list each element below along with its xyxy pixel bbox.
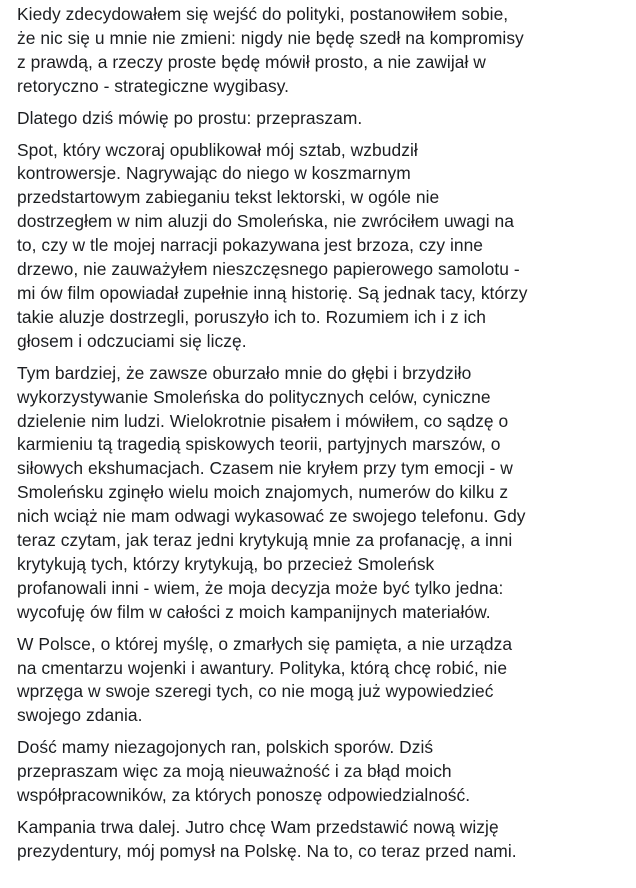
text-line: drzewo, nie zauważyłem nieszczęsnego papierowego samolotu - xyxy=(17,259,520,280)
paragraph xyxy=(17,736,636,808)
text-line: Spot, który wczoraj opublikował mój sztab, wzbudził xyxy=(17,139,418,160)
text-line: że nic się u mnie nie zmieni: nigdy nie będę szedł na kompromisy xyxy=(17,27,524,48)
text-line: wykorzystywanie Smoleńska do politycznych celów, cyniczne xyxy=(17,386,491,407)
text-line: przedstartowym zabieganiu tekst lektorski, w ogóle nie xyxy=(17,187,440,208)
text-line: wycofuję ów film w całości z moich kampanijnych materiałów. xyxy=(17,601,491,622)
text-line: siłowych ekshumacjach. Czasem nie kryłem przy tym emocji - w xyxy=(17,458,513,479)
text-line: krytykują tych, którzy krytykują, bo przecież Smoleńsk xyxy=(17,553,435,574)
text-line: prezydentury, mój pomysł na Polskę. Na to, co teraz przed nami. xyxy=(17,840,517,861)
text-line: współpracowników, za których ponoszę odpowiedzialność. xyxy=(17,785,471,806)
text-line: Kampania trwa dalej. Jutro chcę Wam przedstawić nową wizję xyxy=(17,817,499,837)
text-line: profanowali inni - wiem, że moja decyzja może być tylko jedna: xyxy=(17,577,504,598)
text-line: W Polsce, o której myślę, o zmarłych się pamięta, a nie urządza xyxy=(17,633,513,654)
text-line: głosem i odczuciami się liczę. xyxy=(17,330,247,351)
text-line: nich wciąż nie mam odwagi wykasować ze swojego telefonu. Gdy xyxy=(17,506,526,527)
text-line: na cmentarzu wojenki i awantury. Polityka, którą chcę robić, nie xyxy=(17,657,508,678)
paragraph xyxy=(17,3,636,99)
text-line: to, czy w tle mojej narracji pokazywana jest brzoza, czy inne xyxy=(17,235,484,256)
text-line: Tym bardziej, że zawsze oburzało mnie do głębi i brzydziło xyxy=(17,362,472,383)
text-line: karmieniu tą tragedią spiskowych teorii, partyjnych marszów, o xyxy=(17,434,501,455)
text-line: dostrzegłem w nim aluzji do Smoleńska, nie zwróciłem uwagi na xyxy=(17,211,514,232)
text-line: kontrowersje. Nagrywając do niego w koszmarnym xyxy=(17,163,411,184)
text-line: Kiedy zdecydowałem się wejść do polityki, postanowiłem sobie, xyxy=(17,4,509,24)
text-line: wprzęga w swoje szeregi tych, co nie mogą już wypowiedzieć xyxy=(17,681,494,702)
text-line: Dość mamy niezagojonych ran, polskich sporów. Dziś xyxy=(17,737,434,758)
text-line: dzielenie nim ludzi. Wielokrotnie pisałem i mówiłem, co sądzę o xyxy=(17,410,509,431)
paragraph xyxy=(17,816,636,864)
text-line: przepraszam więc za moją nieuważność i za błąd moich xyxy=(17,761,452,782)
text-line: Smoleńsku zginęło wielu moich znajomych, numerów do kilku z xyxy=(17,482,509,503)
paragraph xyxy=(17,107,636,131)
text-line: swojego zdania. xyxy=(17,705,143,726)
text-line: retoryczno - strategiczne wygibasy. xyxy=(17,75,290,96)
text-line: takie aluzje dostrzegli, poruszyło ich to. Rozumiem ich i z ich xyxy=(17,306,487,327)
paragraph xyxy=(17,362,636,625)
text-line: Dlatego dziś mówię po prostu: przepraszam. xyxy=(17,107,363,128)
text-line: teraz czytam, jak teraz jedni krytykują mnie za profanację, a inni xyxy=(17,530,513,551)
text-line: z prawdą, a rzeczy proste będę mówił prosto, a nie zawijał w xyxy=(17,51,486,72)
paragraph xyxy=(17,633,636,729)
paragraph xyxy=(17,139,636,354)
text-line: mi ów film opowiadał zupełnie inną historię. Są jednak tacy, którzy xyxy=(17,282,528,303)
